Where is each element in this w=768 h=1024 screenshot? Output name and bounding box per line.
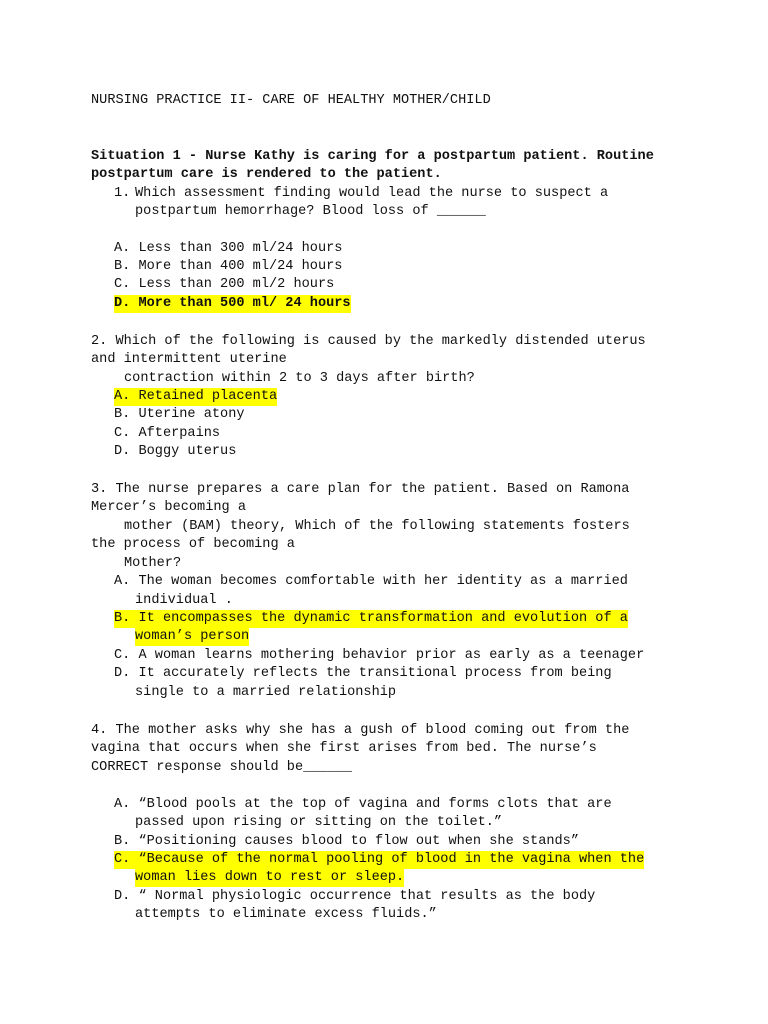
q3-line-2: Mercer’s becoming a (91, 500, 246, 515)
q4-option-b: B. “Positioning causes blood to flow out when she stands” (114, 834, 579, 849)
q3-option-b-answer-line-1: B. It encompasses the dynamic transformation and evolution of a (114, 611, 628, 626)
situation-line-1: Situation 1 - Nurse Kathy is caring for a postpartum patient. Routine (91, 149, 654, 164)
q3-option-b-answer-line-2: woman’s person (135, 629, 250, 644)
q3-option-d-line-1: D. It accurately reflects the transitional process from being (114, 666, 612, 681)
q4-option-d-line-2: attempts to eliminate excess fluids.” (135, 907, 437, 922)
q4-line-2: vagina that occurs when she first arises from bed. The nurse’s (91, 741, 597, 756)
q2-option-c: C. Afterpains (114, 426, 221, 441)
q2-line-2: and intermittent uterine (91, 352, 287, 367)
q3-option-a-line-1: A. The woman becomes comfortable with her identity as a married (114, 574, 628, 589)
document-title: NURSING PRACTICE II- CARE OF HEALTHY MOTHER/CHILD (91, 93, 491, 108)
q3-line-1: 3. The nurse prepares a care plan for the patient. Based on Ramona (91, 482, 630, 497)
q4-option-c-answer-line-1: C. “Because of the normal pooling of blood in the vagina when the (114, 852, 645, 867)
q4-option-d-line-1: D. “ Normal physiologic occurrence that results as the body (114, 889, 596, 904)
q1-option-a: A. Less than 300 ml/24 hours (114, 241, 343, 256)
q2-option-d: D. Boggy uterus (114, 444, 237, 459)
q2-option-a-answer: A. Retained placenta (114, 389, 278, 404)
q3-line-4: the process of becoming a (91, 537, 295, 552)
q1-number: 1. (114, 186, 131, 201)
q4-option-c-answer-line-2: woman lies down to rest or sleep. (135, 870, 405, 885)
q1-line-2: postpartum hemorrhage? Blood loss of ______ (135, 204, 486, 219)
q3-line-3: mother (BAM) theory, Which of the following statements fosters (124, 519, 630, 534)
q4-line-1: 4. The mother asks why she has a gush of blood coming out from the (91, 723, 630, 738)
q3-line-5: Mother? (124, 556, 182, 571)
q2-line-1: 2. Which of the following is caused by the markedly distended uterus (91, 334, 646, 349)
q1-option-b: B. More than 400 ml/24 hours (114, 259, 343, 274)
situation-line-2: postpartum care is rendered to the patient. (91, 167, 442, 182)
q3-option-d-line-2: single to a married relationship (135, 685, 397, 700)
q1-line-1: Which assessment finding would lead the nurse to suspect a (135, 186, 609, 201)
q3-option-a-line-2: individual . (135, 593, 233, 608)
q4-line-3: CORRECT response should be______ (91, 760, 353, 775)
q3-option-c: C. A woman learns mothering behavior prior as early as a teenager (114, 648, 645, 663)
q4-option-a-line-1: A. “Blood pools at the top of vagina and forms clots that are (114, 797, 612, 812)
q2-line-3: contraction within 2 to 3 days after birth? (124, 371, 475, 386)
q2-option-b: B. Uterine atony (114, 407, 245, 422)
q1-option-c: C. Less than 200 ml/2 hours (114, 277, 335, 292)
q4-option-a-line-2: passed upon rising or sitting on the toilet.” (135, 815, 503, 830)
q1-option-d-answer: D. More than 500 ml/ 24 hours (114, 296, 351, 311)
